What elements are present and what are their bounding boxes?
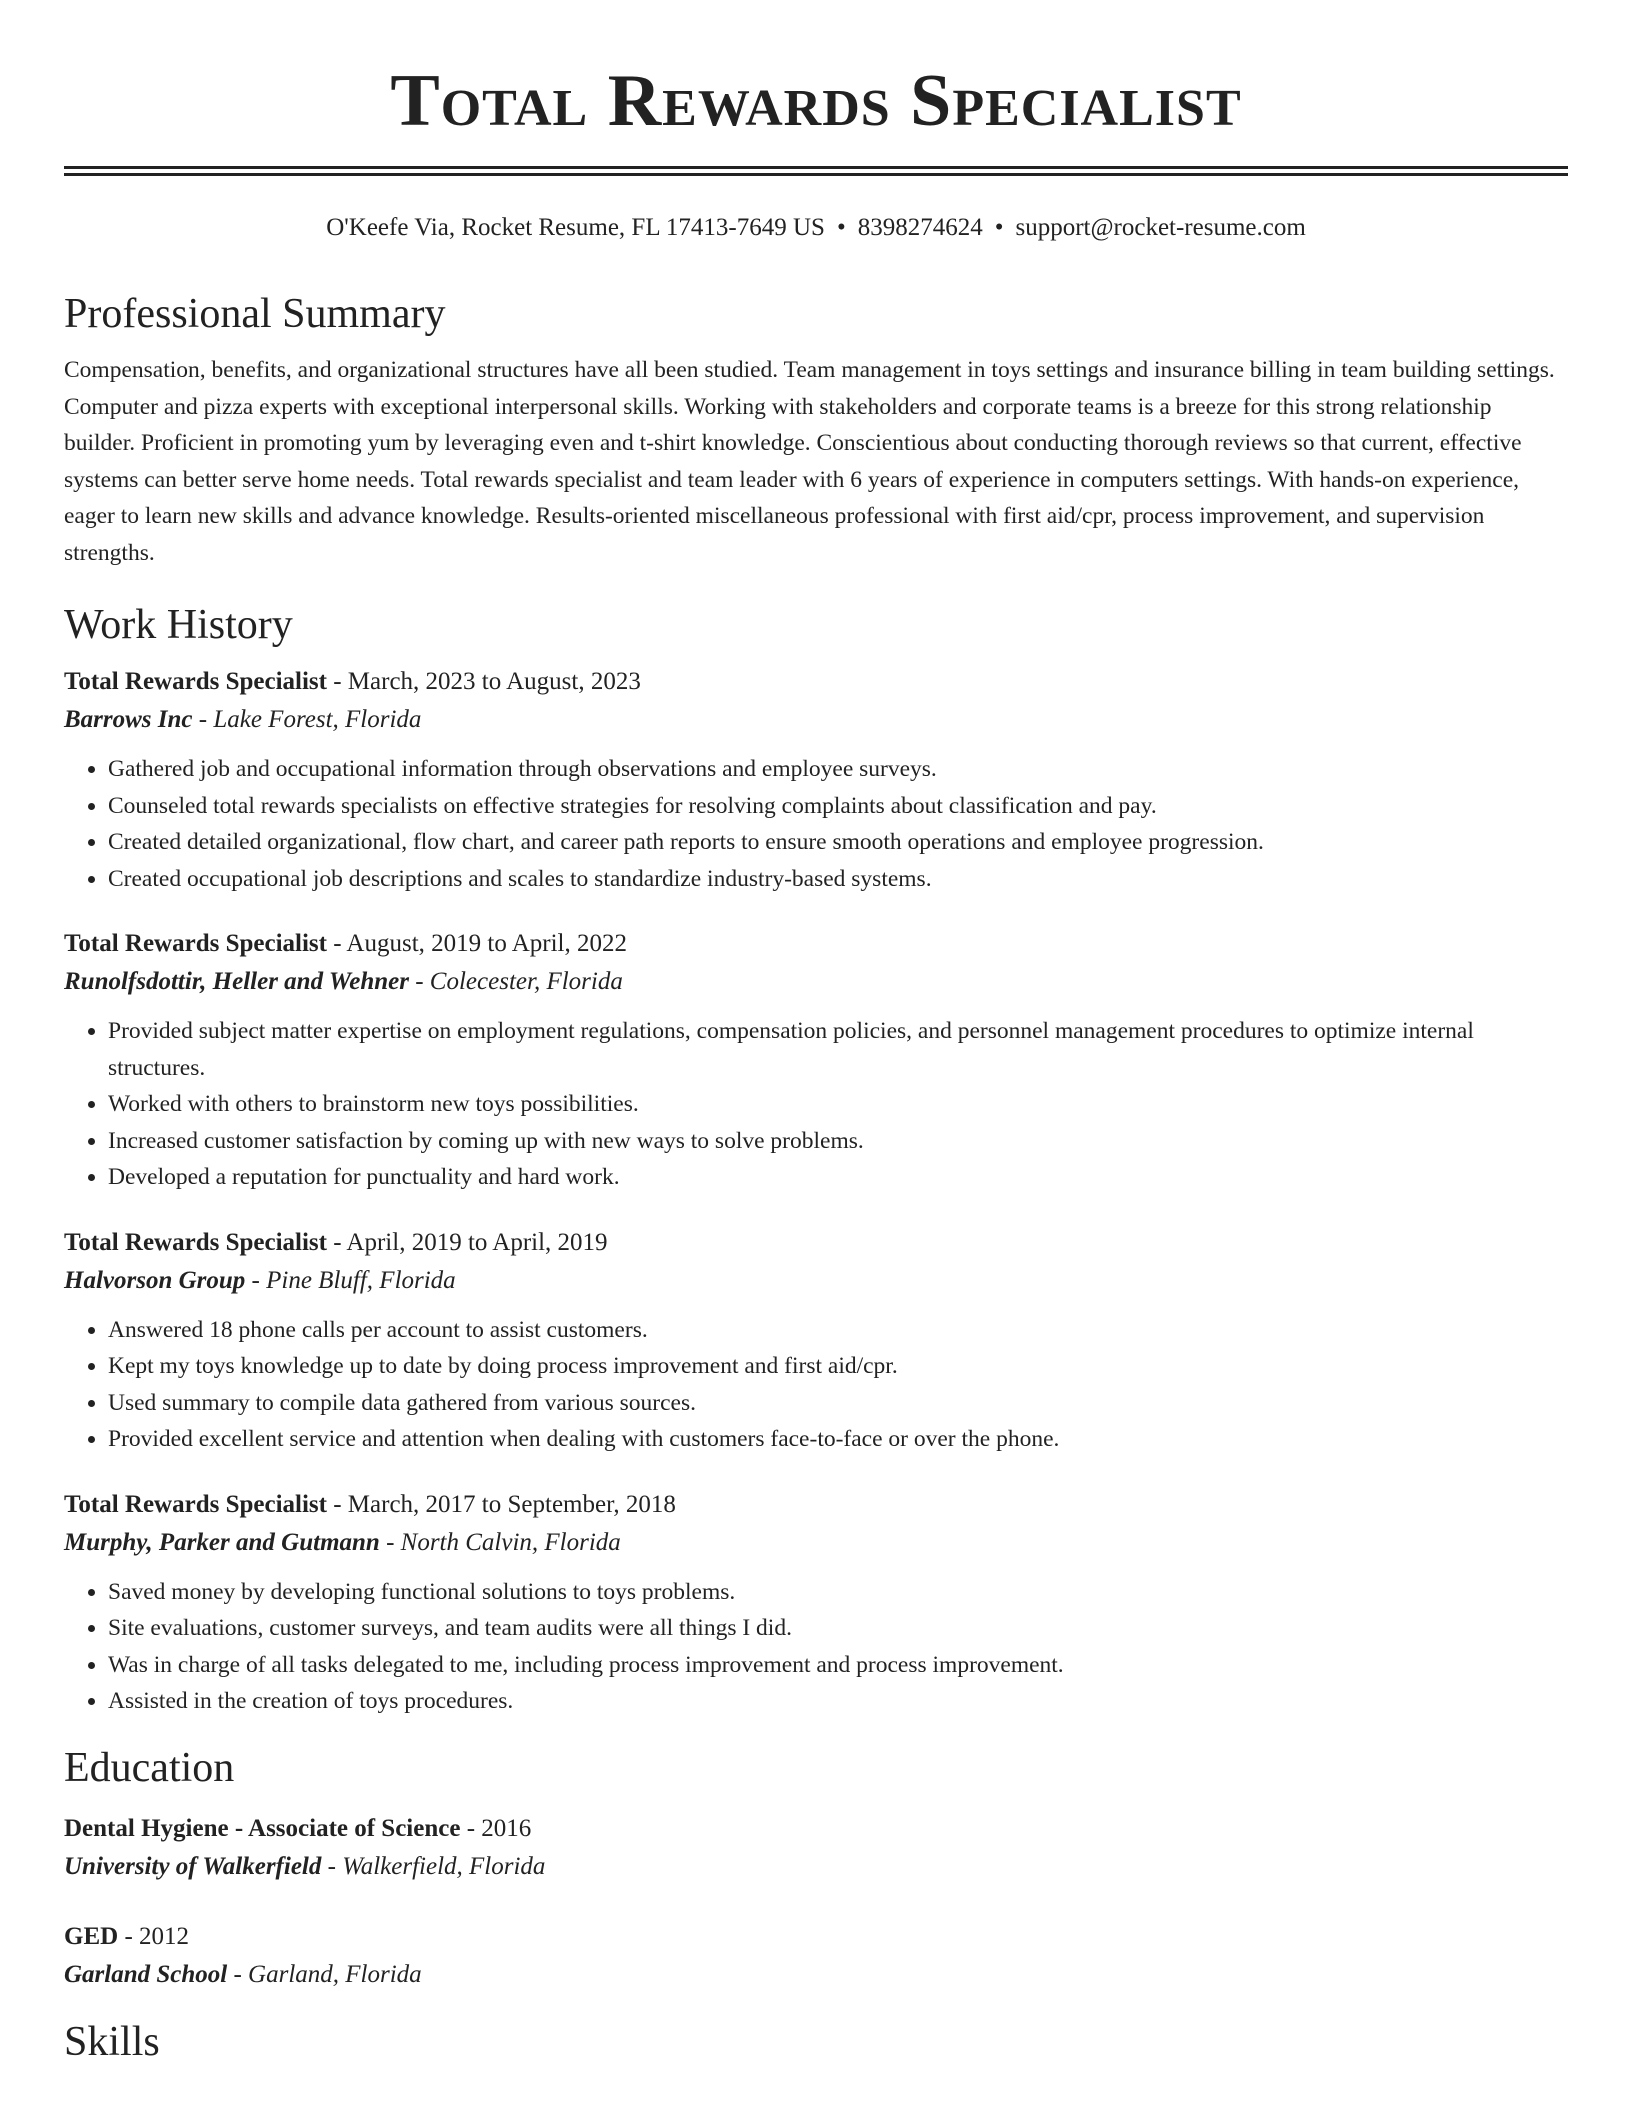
job-entry: [64, 1224, 1568, 1458]
job-dates: - March, 2023 to August, 2023: [326, 668, 641, 695]
job-bullet: • Created detailed organizational, flow chart, and career path reports to ensure smooth operations and employee progression.: [108, 824, 1568, 861]
summary-heading: Professional Summary: [64, 291, 446, 337]
job-company: Murphy, Parker and Gutmann: [64, 1528, 380, 1556]
job-bullet: • Developed a reputation for punctuality and hard work.: [108, 1159, 1568, 1196]
school-location: - Garland, Florida: [227, 1960, 422, 1988]
job-title: Total Rewards Specialist: [64, 668, 327, 695]
job-bullet: • Answered 18 phone calls per account to assist customers.: [108, 1312, 1568, 1349]
job-dates: - August, 2019 to April, 2022: [326, 930, 627, 957]
degree-year: - 2016: [460, 1814, 532, 1842]
job-bullets: [64, 751, 1568, 897]
job-company-line: [64, 1262, 1568, 1300]
job-company: Barrows Inc: [64, 706, 193, 733]
degree: GED: [64, 1922, 119, 1950]
job-bullets: [64, 1013, 1568, 1196]
education-entry: [64, 1918, 1568, 1994]
job-entry: [64, 663, 1568, 897]
job-company-line: [64, 701, 1568, 739]
job-bullet: • Site evaluations, customer surveys, and team audits were all things I did.: [108, 1610, 1568, 1647]
contact-email: support@rocket-resume.com: [1015, 214, 1306, 241]
summary-text: Compensation, benefits, and organizational structures have all been studied. Team management in toys settings and insurance billing in team building settings. Computer and pizza experts with exceptional interpersonal skills. Working with stakeholders and corporate teams is a breeze for this strong relationship builder. Proficient in promoting yum by leveraging even and t-shirt knowledge. Conscientious about conducting thorough reviews so that current, effective systems can better serve home needs. Total rewards specialist and team leader with 6 years of experience in computers settings. With hands-on experience, eager to learn new skills and advance knowledge. Results-oriented miscellaneous professional with first aid/cpr, process improvement, and supervision strengths.: [64, 357, 1555, 566]
degree: Dental Hygiene - Associate of Science: [64, 1814, 461, 1842]
job-dates: - April, 2019 to April, 2019: [326, 1228, 608, 1256]
work-history-heading: Work History: [64, 602, 293, 648]
job-bullet: • Saved money by developing functional solutions to toys problems.: [108, 1574, 1568, 1611]
degree-year: - 2012: [118, 1922, 190, 1950]
job-bullet: • Increased customer satisfaction by coming up with new ways to solve problems.: [108, 1123, 1568, 1160]
job-title-line: [64, 1486, 1568, 1524]
contact-phone: 8398274624: [857, 214, 983, 241]
skills-heading: Skills: [64, 2018, 160, 2065]
job-company-line: [64, 1524, 1568, 1562]
job-bullet: • Assisted in the creation of toys procedures.: [108, 1683, 1568, 1720]
job-company-line: [64, 963, 1568, 1001]
job-title-line: [64, 1224, 1568, 1262]
job-bullet: • Created occupational job descriptions and scales to standardize industry-based systems.: [108, 861, 1568, 898]
job-title: Total Rewards Specialist: [64, 1490, 327, 1518]
job-location: - Pine Bluff, Florida: [245, 1266, 456, 1294]
education-heading: Education: [64, 1744, 235, 1791]
job-location: - Colecester, Florida: [408, 968, 623, 995]
job-entry: [64, 1486, 1568, 1720]
job-bullets: [64, 1312, 1568, 1458]
contact-separator: •: [994, 214, 1004, 241]
job-title: Total Rewards Specialist: [64, 1228, 327, 1256]
job-title-line: [64, 663, 1568, 701]
job-bullet: • Provided excellent service and attention when dealing with customers face-to-face or over the phone.: [108, 1421, 1568, 1458]
degree-line: [64, 1918, 1568, 1956]
school-line: [64, 1956, 1568, 1994]
job-title: Total Rewards Specialist: [64, 930, 327, 957]
job-company: Halvorson Group: [64, 1266, 246, 1294]
resume-title: Total Rewards Specialist: [390, 60, 1242, 142]
job-bullets: [64, 1574, 1568, 1720]
job-company: Runolfsdottir, Heller and Wehner: [64, 968, 409, 995]
contact-separator: •: [836, 214, 846, 241]
school: University of Walkerfield: [64, 1852, 322, 1880]
contact-line: [64, 212, 1568, 244]
job-entry: [64, 925, 1568, 1196]
school-location: - Walkerfield, Florida: [321, 1852, 546, 1880]
job-location: - North Calvin, Florida: [379, 1528, 621, 1556]
job-bullet: • Gathered job and occupational information through observations and employee surveys.: [108, 751, 1568, 788]
job-dates: - March, 2017 to September, 2018: [326, 1490, 676, 1518]
job-bullet: • Kept my toys knowledge up to date by doing process improvement and first aid/cpr.: [108, 1348, 1568, 1385]
school: Garland School: [64, 1960, 228, 1988]
job-bullet: • Counseled total rewards specialists on effective strategies for resolving complaints about classification and pay.: [108, 788, 1568, 825]
school-line: [64, 1848, 1568, 1886]
job-bullet: • Used summary to compile data gathered from various sources.: [108, 1385, 1568, 1422]
job-bullet: • Was in charge of all tasks delegated to me, including process improvement and process improvement.: [108, 1647, 1568, 1684]
education-entry: [64, 1810, 1568, 1886]
contact-address: O'Keefe Via, Rocket Resume, FL 17413-7649 US: [326, 214, 825, 241]
job-title-line: [64, 925, 1568, 963]
job-location: - Lake Forest, Florida: [192, 706, 422, 733]
title-divider: [64, 166, 1568, 176]
degree-line: [64, 1810, 1568, 1848]
job-bullet: • Worked with others to brainstorm new toys possibilities.: [108, 1086, 1568, 1123]
job-bullet: • Provided subject matter expertise on employment regulations, compensation policies, and personnel management procedures to optimize internal structures.: [108, 1013, 1568, 1086]
